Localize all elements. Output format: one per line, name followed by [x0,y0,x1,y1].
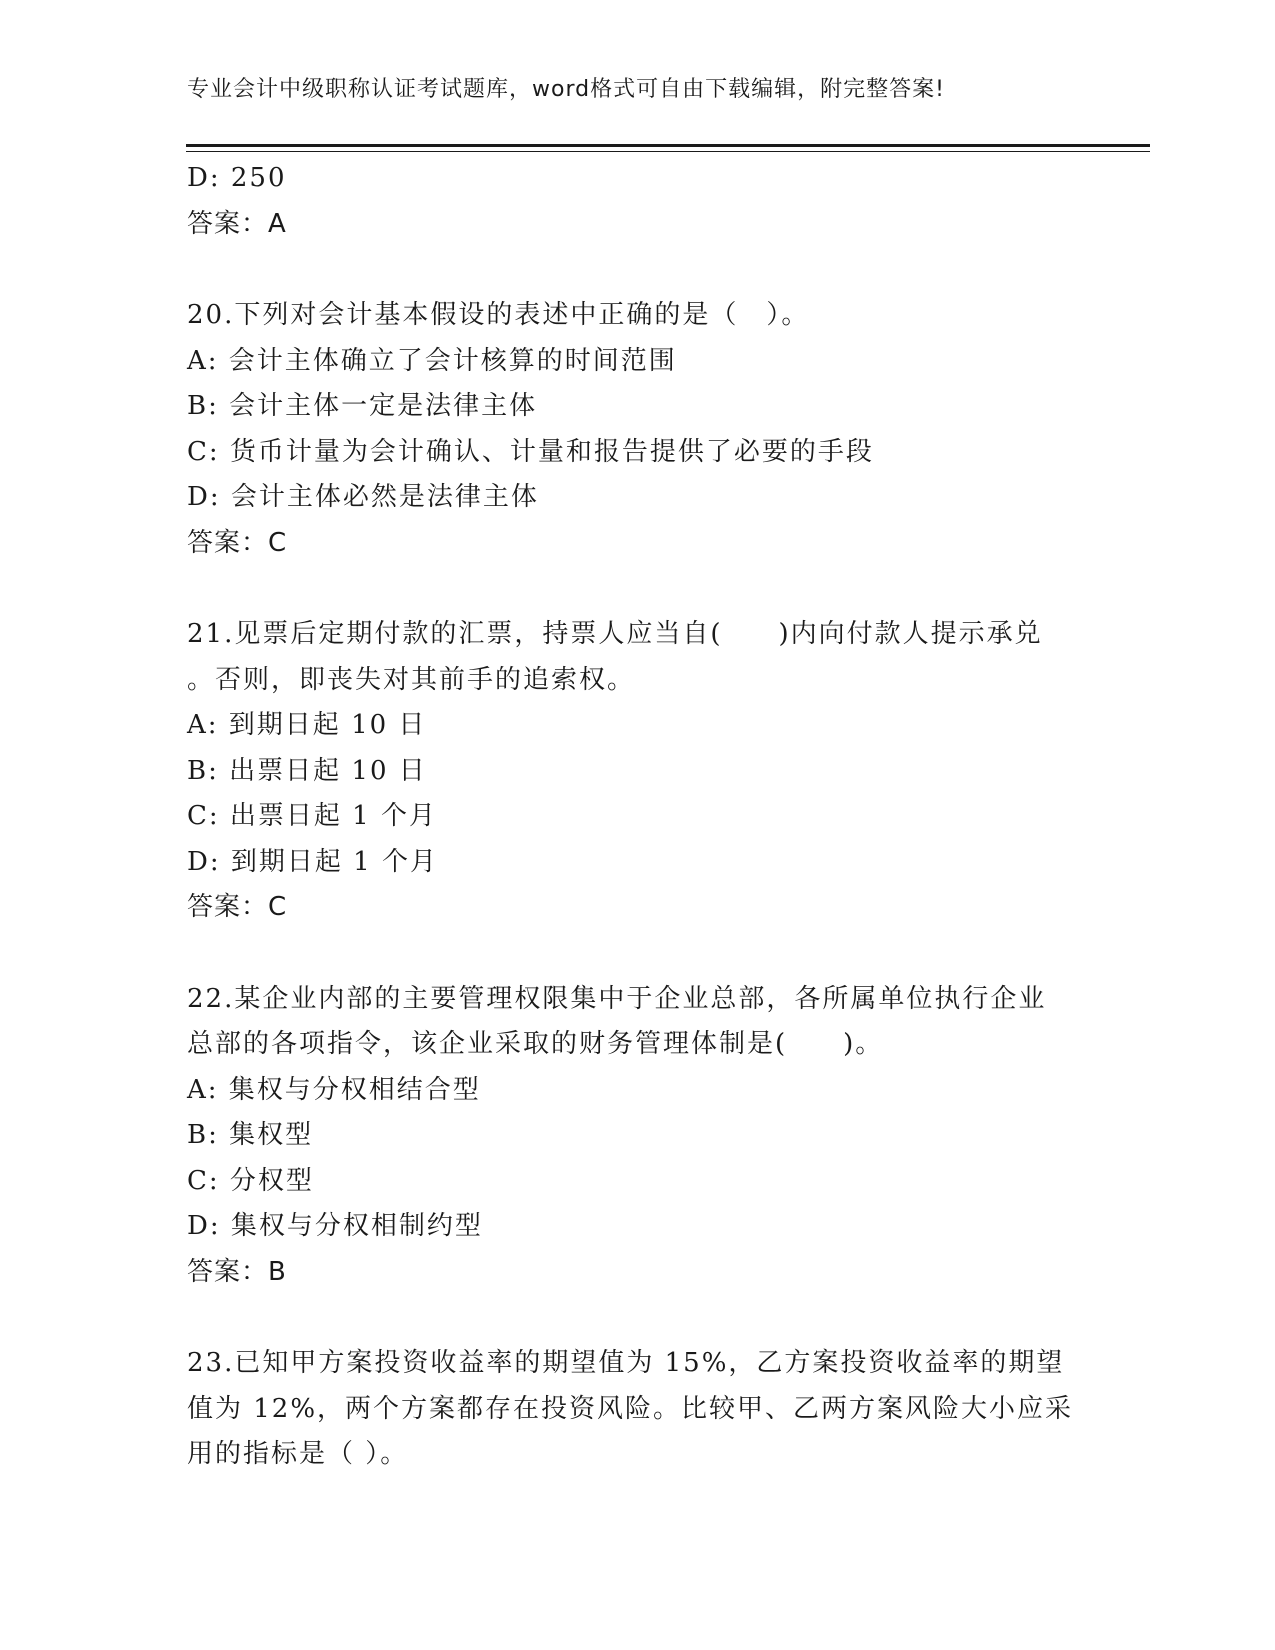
spacer [187,931,1087,977]
option-d: D: 250 [187,163,287,193]
spacer [187,1295,1087,1341]
header-rule-thin [186,151,1150,152]
question-21 [187,612,1087,931]
question-stem: 21.见票后定期付款的汇票，持票人应当自( )内向付款人提示承兑 [187,619,1043,649]
option-a: A: 会计主体确立了会计核算的时间范围 [187,345,677,376]
option-d: D: 会计主体必然是法律主体 [187,482,539,512]
document-body [187,156,1087,1478]
option-d: D: 集权与分权相制约型 [187,1211,483,1241]
question-stem: 用的指标是（ ）。 [187,1439,409,1469]
question-stem: 23.已知甲方案投资收益率的期望值为 15%，乙方案投资收益率的期望 [187,1348,1065,1378]
option-b: B: 出票日起 10 日 [187,755,427,786]
answer-line: 答案：C [187,892,288,922]
question-stem: 22.某企业内部的主要管理权限集中于企业总部，各所属单位执行企业 [187,983,1047,1014]
answer-line: 答案：C [187,527,288,558]
option-a: A: 集权与分权相结合型 [187,1074,481,1105]
question-22 [187,977,1087,1296]
option-c: C: 分权型 [187,1165,314,1196]
header-rule-thick [186,144,1150,147]
answer-line: 答案：A [187,208,287,239]
question-20 [187,293,1087,566]
option-b: B: 集权型 [187,1120,314,1150]
question-23 [187,1341,1087,1478]
question-stem: 总部的各项指令，该企业采取的财务管理体制是( )。 [187,1029,884,1059]
question-stem: 20.下列对会计基本假设的表述中正确的是（ ）。 [187,300,810,330]
option-a: A: 到期日起 10 日 [187,710,427,740]
page-header: 专业会计中级职称认证考试题库，word格式可自由下载编辑，附完整答案! [187,77,945,102]
option-c: C: 出票日起 1 个月 [187,801,437,831]
option-d: D: 到期日起 1 个月 [187,846,438,877]
spacer [187,247,1087,293]
option-b: B: 会计主体一定是法律主体 [187,391,538,421]
option-c: C: 货币计量为会计确认、计量和报告提供了必要的手段 [187,436,874,467]
spacer [187,566,1087,612]
question-stem: 。否则，即丧失对其前手的追索权。 [187,664,636,695]
question-stem: 值为 12%，两个方案都存在投资风险。比较甲、乙两方案风险大小应采 [187,1393,1074,1424]
answer-line: 答案：B [187,1256,287,1287]
